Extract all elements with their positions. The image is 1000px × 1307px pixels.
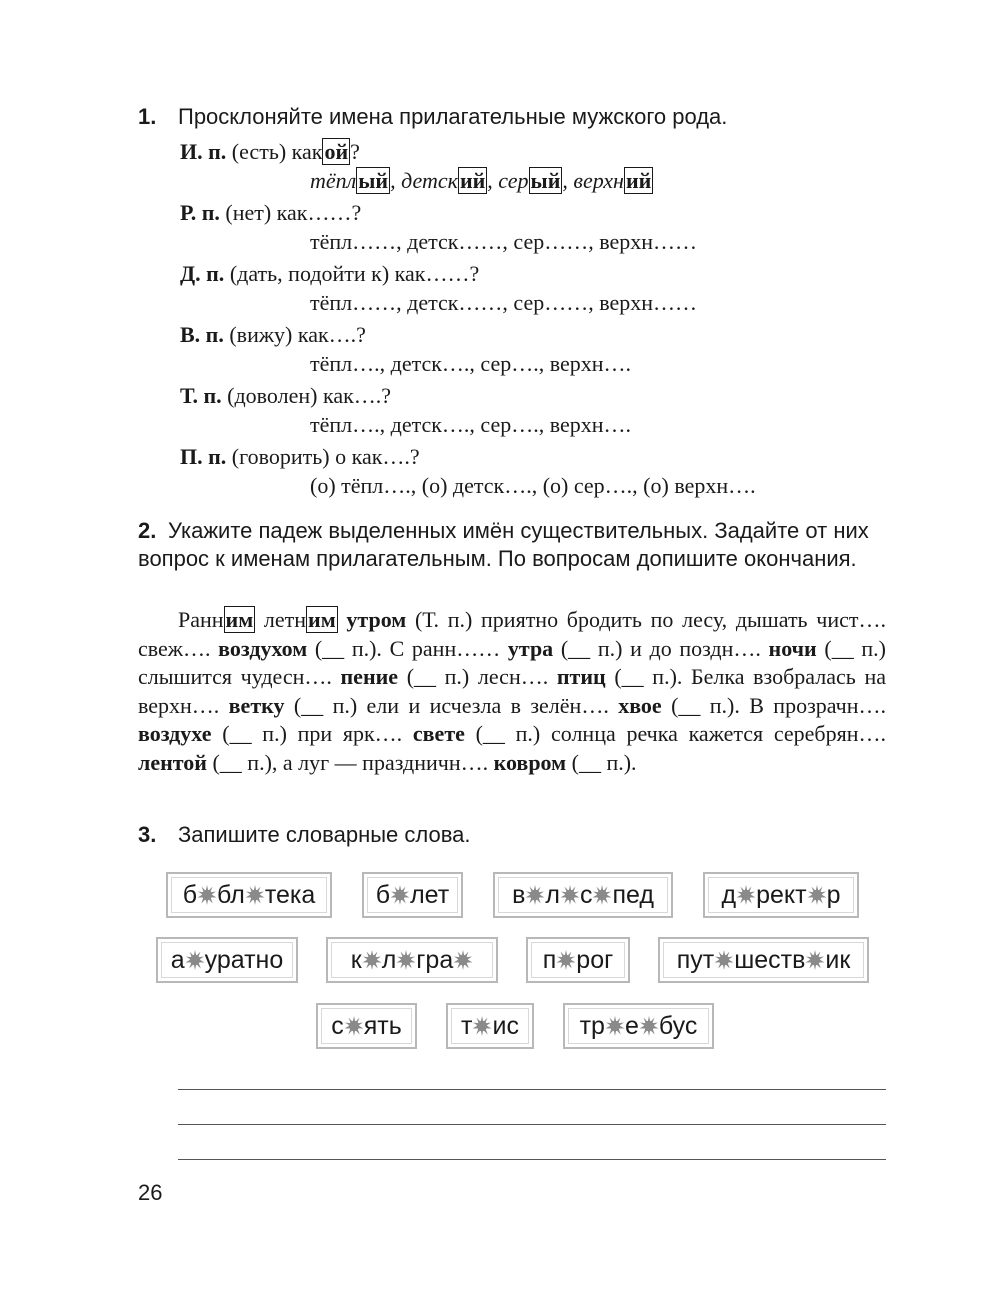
highlighted-noun: ночи xyxy=(768,635,817,661)
ink-blot-icon xyxy=(245,884,265,906)
word-segment: в xyxy=(512,880,526,909)
case-question: (говорить) о как….? xyxy=(231,444,420,469)
case-ins-question xyxy=(180,383,391,409)
ending-box: им xyxy=(308,607,336,632)
word-segment: б xyxy=(182,880,198,909)
word-segment: тр xyxy=(579,1011,605,1040)
word-segment: л xyxy=(381,945,397,974)
word-text xyxy=(331,1012,402,1041)
highlighted-noun: воздухе xyxy=(138,721,212,747)
ending-box: ый xyxy=(358,168,389,193)
word-card xyxy=(526,937,630,983)
word-card xyxy=(563,1003,714,1049)
ink-blot-icon xyxy=(736,884,756,906)
case-label: Т. п. xyxy=(180,383,222,408)
text-span: летн xyxy=(255,607,307,632)
text-span: (__ п.). Белка взобралась на верхн…. xyxy=(138,664,886,718)
case-label: И. п. xyxy=(180,139,227,164)
ink-blot-icon xyxy=(805,949,825,971)
case-ins-line: тёпл…., детск…., сер…., верхн…. xyxy=(310,412,632,437)
text-span: (__ п.) ели и исчезла в зелён…. xyxy=(284,692,619,718)
ink-blot-icon xyxy=(807,884,827,906)
ending-box: ой xyxy=(324,139,349,164)
case-pre-line: (о) тёпл…., (о) детск…., (о) сер…., (о) верхн…. xyxy=(310,473,756,498)
ending-box: им xyxy=(225,607,254,632)
ink-blot-icon xyxy=(197,884,217,906)
word-segment: е xyxy=(624,1011,639,1040)
word-card xyxy=(703,872,859,918)
highlighted-noun: ветку xyxy=(228,692,285,718)
word-segment: бус xyxy=(658,1011,698,1040)
writing-line[interactable] xyxy=(178,1124,886,1125)
task-3-number: 3. xyxy=(138,822,157,847)
writing-line[interactable] xyxy=(178,1089,886,1090)
text-span: Ранн xyxy=(178,607,224,632)
word-card xyxy=(166,872,332,918)
answer-stem: верхн xyxy=(573,168,624,193)
task-3-heading xyxy=(138,822,888,848)
word-segment: ик xyxy=(825,945,851,974)
word-segment: ис xyxy=(492,1011,519,1040)
text-span: (__ п.) и до поздн…. xyxy=(553,635,769,661)
word-segment: пед xyxy=(612,880,654,909)
word-card xyxy=(446,1003,534,1049)
ink-blot-icon xyxy=(472,1015,492,1037)
text-span: (Т. п.) приятно бродить по лесу, дышать чист…. свеж…. xyxy=(138,607,886,661)
word-segment: уратно xyxy=(204,945,284,974)
text-span: (__ п.) при ярк…. xyxy=(211,721,413,747)
highlighted-noun: утра xyxy=(507,635,554,661)
case-label: Р. п. xyxy=(180,200,220,225)
word-text xyxy=(543,946,613,975)
answer-stem: тёпл xyxy=(310,168,357,193)
word-card xyxy=(156,937,298,983)
word-text xyxy=(376,881,449,910)
case-question: (дать, подойти к) как……? xyxy=(229,261,480,286)
text-span: (__ п.) слышится чудесн…. xyxy=(138,635,886,690)
case-dat-question xyxy=(180,261,479,287)
word-segment: б xyxy=(375,880,391,909)
task-2-instruction: Укажите падеж выделенных имён существительных. Задайте от них вопрос к именам прилагательным. По вопросам допишите окончания. xyxy=(138,518,869,571)
word-segment: с xyxy=(331,1011,344,1040)
word-text xyxy=(171,946,284,975)
case-question: (нет) как……? xyxy=(225,200,362,225)
word-segment: гра xyxy=(416,945,454,974)
word-segment: пут xyxy=(676,945,715,974)
ink-blot-icon xyxy=(390,884,410,906)
case-question: (вижу) как….? xyxy=(229,322,366,347)
text-span: (__ п.) солнца речка кажется серебрян…. xyxy=(464,721,886,747)
text-span: (__ п.), а луг — праздничн…. xyxy=(206,749,494,775)
ink-blot-icon xyxy=(605,1015,625,1037)
ink-blot-icon xyxy=(396,949,416,971)
word-text xyxy=(183,881,316,910)
word-card xyxy=(493,872,673,918)
text-span: (__ п.). С ранн…… xyxy=(307,635,508,661)
ending-box: ий xyxy=(625,168,652,193)
case-question: (доволен) как….? xyxy=(227,383,392,408)
case-label: В. п. xyxy=(180,322,224,347)
word-text xyxy=(580,1012,698,1041)
task-1-heading xyxy=(138,104,888,130)
text-span: (__ п.). xyxy=(566,749,637,775)
ink-blot-icon xyxy=(556,949,576,971)
ink-blot-icon xyxy=(639,1015,659,1037)
case-label: П. п. xyxy=(180,444,227,469)
case-pre-question xyxy=(180,444,420,470)
word-card xyxy=(316,1003,417,1049)
case-nom-answers: тёплый, детский, серый, верхний xyxy=(310,168,652,193)
ink-blot-icon xyxy=(185,949,205,971)
highlighted-noun: ковром xyxy=(493,749,567,775)
word-segment: рог xyxy=(576,945,614,974)
case-acc-question xyxy=(180,322,366,348)
highlighted-noun: утром xyxy=(346,607,407,632)
word-text xyxy=(461,1012,519,1041)
highlighted-noun: свете xyxy=(412,721,465,747)
task-2-number: 2. xyxy=(138,518,157,543)
text-span: (__ п.) лесн…. xyxy=(398,664,557,690)
text-span: (__ п.). В прозрачн…. xyxy=(661,692,886,718)
answer-stem: сер xyxy=(498,168,529,193)
word-segment: с xyxy=(579,880,593,909)
word-segment: д xyxy=(721,880,737,909)
word-segment: бл xyxy=(217,880,245,909)
highlighted-noun: лентой xyxy=(138,749,207,775)
task-3-instruction: Запишите словарные слова. xyxy=(178,822,471,847)
word-segment: рект xyxy=(756,880,807,909)
word-segment: ять xyxy=(363,1011,402,1040)
word-text xyxy=(512,881,654,910)
task-2-paragraph xyxy=(138,606,886,778)
ink-blot-icon xyxy=(362,949,382,971)
ink-blot-icon xyxy=(453,949,473,971)
word-segment: к xyxy=(350,945,362,974)
case-nom-question xyxy=(180,139,360,165)
word-text xyxy=(677,946,851,975)
case-gen-question xyxy=(180,200,361,226)
highlighted-noun: хвое xyxy=(618,692,662,718)
highlighted-noun: птиц xyxy=(556,664,606,690)
ending-box: ий xyxy=(459,168,486,193)
case-acc-line: тёпл…., детск…., сер…., верхн…. xyxy=(310,351,632,376)
highlighted-noun: воздухом xyxy=(218,635,308,661)
writing-line[interactable] xyxy=(178,1159,886,1160)
task-1-instruction: Просклоняйте имена прилагательные мужского рода. xyxy=(178,104,728,129)
ink-blot-icon xyxy=(592,884,612,906)
word-card xyxy=(326,937,498,983)
word-text xyxy=(351,946,473,975)
ink-blot-icon xyxy=(560,884,580,906)
ink-blot-icon xyxy=(714,949,734,971)
word-segment: шеств xyxy=(734,945,806,974)
case-question: (есть) как xyxy=(231,139,323,164)
word-segment: р xyxy=(826,880,841,909)
page-number: 26 xyxy=(138,1180,163,1205)
word-card xyxy=(362,872,463,918)
word-segment: л xyxy=(545,880,560,909)
case-dat-line: тёпл……, детск……, сер……, верхн…… xyxy=(310,290,698,315)
task-1-number: 1. xyxy=(138,104,157,129)
word-segment: тека xyxy=(264,880,316,909)
case-gen-line: тёпл……, детск……, сер……, верхн…… xyxy=(310,229,698,254)
question-mark: ? xyxy=(350,139,360,164)
word-segment: а xyxy=(170,945,185,974)
ink-blot-icon xyxy=(344,1015,364,1037)
word-segment: лет xyxy=(410,880,450,909)
word-card xyxy=(658,937,869,983)
ink-blot-icon xyxy=(525,884,545,906)
task-2-heading xyxy=(138,517,888,573)
word-text xyxy=(722,881,841,910)
case-label: Д. п. xyxy=(180,261,225,286)
highlighted-noun: пение xyxy=(340,664,399,690)
word-segment: п xyxy=(542,945,557,974)
answer-stem: детск xyxy=(401,168,458,193)
ending-box: ый xyxy=(530,168,561,193)
word-segment: т xyxy=(461,1011,473,1040)
